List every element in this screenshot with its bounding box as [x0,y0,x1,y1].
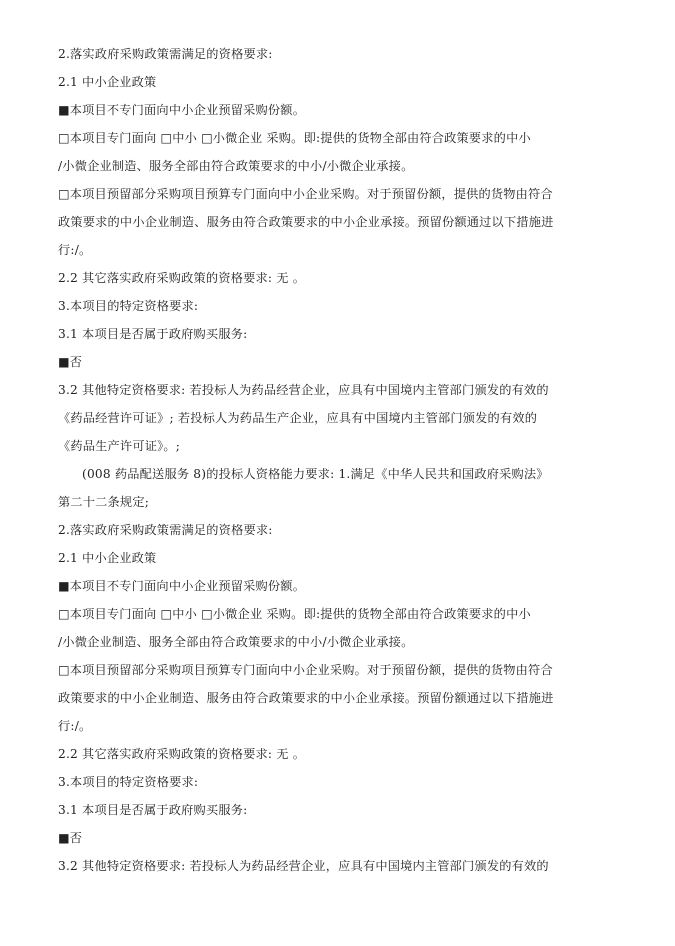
text-line: 2.1 中小企业政策 [58,551,157,565]
text-line: ■否 [58,355,83,369]
text-line: ■本项目不专门面向中小企业预留采购份额。 [58,103,306,117]
text-line: 3.2 其他特定资格要求: 若投标人为药品经营企业，应具有中国境内主管部门颁发的有效的 [58,859,549,873]
text-line: 第二十二条规定; [58,495,150,509]
text-line: 《药品经营许可证》; 若投标人为药品生产企业，应具有中国境内主管部门颁发的有效的 [58,411,538,425]
text-line: ■否 [58,831,83,845]
text-line: 2.落实政府采购政策需满足的资格要求: [58,523,273,537]
text-line: 2.落实政府采购政策需满足的资格要求: [58,47,273,61]
text-line: 政策要求的中小企业制造、服务由符合政策要求的中小企业承接。预留份额通过以下措施进 [58,691,554,705]
text-line: ■本项目不专门面向中小企业预留采购份额。 [58,579,306,593]
text-line: 3.本项目的特定资格要求: [58,775,199,789]
text-line: □本项目预留部分采购项目预算专门面向中小企业采购。对于预留份额，提供的货物由符合 [58,663,553,677]
text-line: /小微企业制造、服务全部由符合政策要求的中小/小微企业承接。 [58,159,414,173]
text-line: □本项目专门面向 □中小 □小微企业 采购。即:提供的货物全部由符合政策要求的中小 [58,131,531,145]
text-line: 《药品生产许可证》。; [58,439,181,453]
text-line: □本项目预留部分采购项目预算专门面向中小企业采购。对于预留份额，提供的货物由符合 [58,187,553,201]
text-line: 3.本项目的特定资格要求: [58,299,199,313]
text-line: 2.1 中小企业政策 [58,75,157,89]
text-line: /小微企业制造、服务全部由符合政策要求的中小/小微企业承接。 [58,635,414,649]
text-line: 2.2 其它落实政府采购政策的资格要求: 无 。 [58,271,306,285]
text-line: 行:/。 [58,243,92,257]
text-line: 3.1 本项目是否属于政府购买服务: [58,327,248,341]
text-line: 行:/。 [58,719,92,733]
text-line: (008 药品配送服务 8)的投标人资格能力要求: 1.满足《中华人民共和国政府采购法》 [82,467,549,481]
text-line: 2.2 其它落实政府采购政策的资格要求: 无 。 [58,747,306,761]
text-line: 3.2 其他特定资格要求: 若投标人为药品经营企业，应具有中国境内主管部门颁发的有效的 [58,383,549,397]
text-line: 3.1 本项目是否属于政府购买服务: [58,803,248,817]
text-line: 政策要求的中小企业制造、服务由符合政策要求的中小企业承接。预留份额通过以下措施进 [58,215,554,229]
text-line: □本项目专门面向 □中小 □小微企业 采购。即:提供的货物全部由符合政策要求的中小 [58,607,531,621]
